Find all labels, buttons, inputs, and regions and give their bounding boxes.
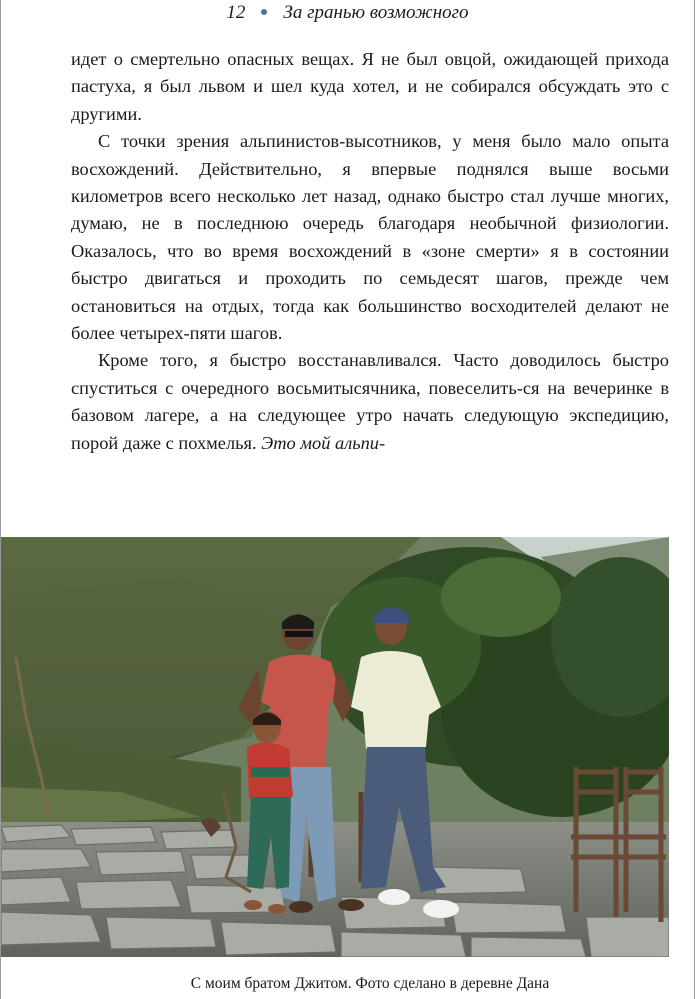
paragraph-1: идет о смертельно опасных вещах. Я не был овцой, ожидающей прихода пастуха, я был львом и шел куда хотел, и не собирался обсуждать это с другими.	[71, 49, 669, 124]
paragraph-3	[71, 347, 669, 457]
page-number: 12	[226, 2, 246, 23]
paragraph-2: С точки зрения альпинистов-высотников, у меня было мало опыта восхождений. Действительно, я впервые поднялся выше восьми километров всего несколько лет назад, однако быстро стал лучше многих, думаю, не в последнюю очередь благодаря необычной физиологии. Оказалось, что во время восхождений в «зоне смерти» я в состоянии быстро двигаться и проходить по семьдесят шагов, прежде чем остановиться на отдых, тогда как большинство восходителей делают не более четырех-пяти шагов.	[71, 131, 669, 344]
paragraph-3-italic: Это мой альпи-	[261, 432, 386, 453]
body-text	[71, 46, 669, 457]
paragraph-3-text: Кроме того, я быстро восстанавливался. Часто доводилось быстро спуститься с очередного восьмитысячника, повеселить-ся на вечеринке в базовом лагере, а на следующее утро начать следующую экспедицию, порой даже с похмелья.	[71, 350, 669, 453]
bullet-dot-icon	[261, 9, 267, 15]
book-title: За гранью возможного	[283, 2, 469, 23]
photo-caption: С моим братом Джитом. Фото сделано в деревне Дана	[190, 975, 550, 992]
photo-brothers	[1, 537, 669, 957]
running-head	[0, 2, 695, 26]
